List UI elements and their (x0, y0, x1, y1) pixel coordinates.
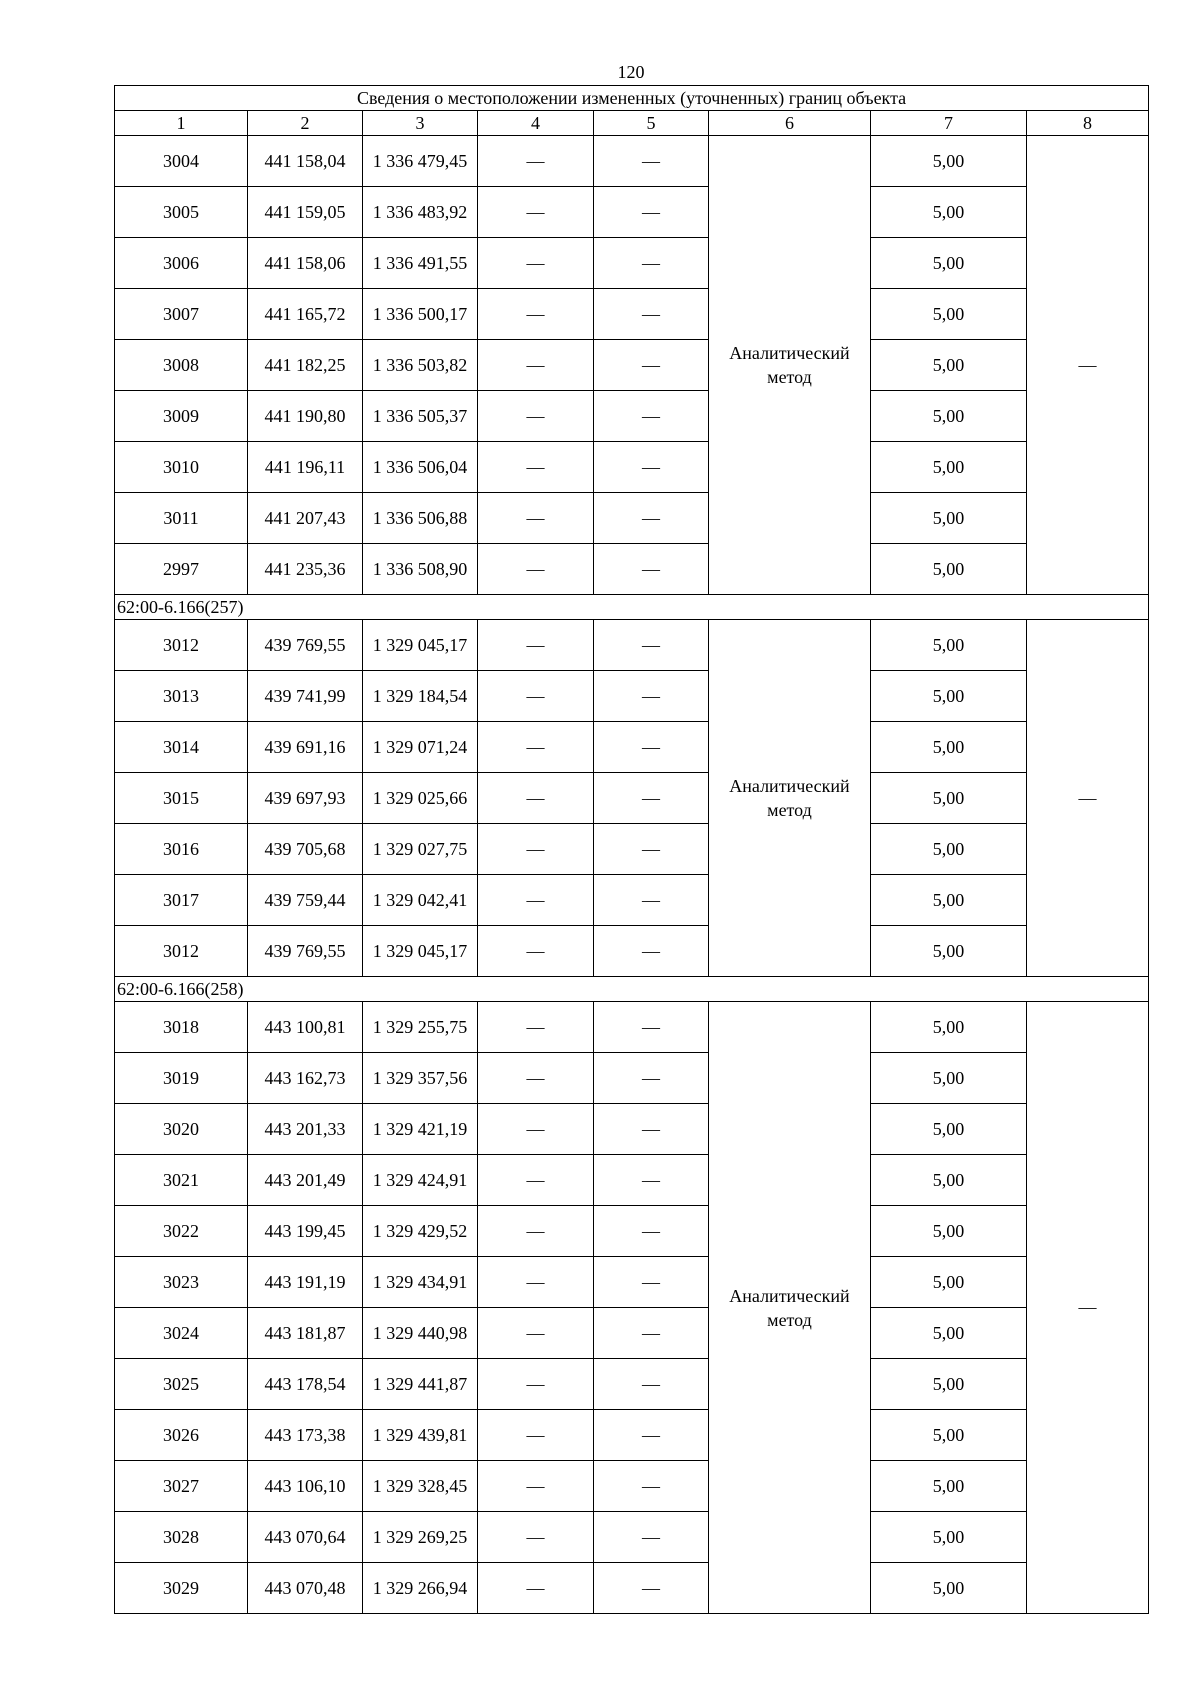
table-row (115, 620, 1149, 671)
coordinate-x: 441 159,05 (248, 187, 363, 238)
column-8-value: — (1027, 1002, 1149, 1614)
coordinate-y: 1 329 269,25 (363, 1512, 478, 1563)
column-number: 8 (1027, 111, 1149, 136)
coordinate-y: 1 336 506,88 (363, 493, 478, 544)
table-row (115, 1359, 1149, 1410)
column-4-value: — (478, 238, 594, 289)
column-5-value: — (594, 1461, 709, 1512)
method-cell (709, 136, 871, 595)
column-5-value: — (594, 1257, 709, 1308)
column-7-value: 5,00 (871, 1206, 1027, 1257)
coordinate-x: 441 182,25 (248, 340, 363, 391)
point-number: 3005 (115, 187, 248, 238)
coordinate-x: 441 165,72 (248, 289, 363, 340)
column-7-value: 5,00 (871, 136, 1027, 187)
table-row (115, 187, 1149, 238)
coordinate-x: 443 201,49 (248, 1155, 363, 1206)
column-5-value: — (594, 340, 709, 391)
point-number: 3025 (115, 1359, 248, 1410)
coordinate-y: 1 336 500,17 (363, 289, 478, 340)
table-row (115, 1155, 1149, 1206)
column-number: 6 (709, 111, 871, 136)
column-5-value: — (594, 1155, 709, 1206)
column-7-value: 5,00 (871, 1512, 1027, 1563)
table-row (115, 493, 1149, 544)
boundary-coordinates-table (114, 85, 1149, 1614)
column-7-value: 5,00 (871, 1002, 1027, 1053)
coordinate-x: 439 691,16 (248, 722, 363, 773)
column-4-value: — (478, 620, 594, 671)
page-number: 120 (617, 62, 645, 82)
point-number: 3006 (115, 238, 248, 289)
table-row (115, 442, 1149, 493)
coordinate-x: 443 100,81 (248, 1002, 363, 1053)
column-number: 2 (248, 111, 363, 136)
coordinate-x: 441 207,43 (248, 493, 363, 544)
point-number: 3010 (115, 442, 248, 493)
coordinate-x: 439 705,68 (248, 824, 363, 875)
coordinate-y: 1 336 508,90 (363, 544, 478, 595)
point-number: 3026 (115, 1410, 248, 1461)
coordinate-y: 1 329 184,54 (363, 671, 478, 722)
coordinate-y: 1 336 491,55 (363, 238, 478, 289)
column-7-value: 5,00 (871, 1410, 1027, 1461)
coordinate-y: 1 329 429,52 (363, 1206, 478, 1257)
coordinate-y: 1 329 328,45 (363, 1461, 478, 1512)
table-row (115, 1410, 1149, 1461)
coordinate-x: 443 162,73 (248, 1053, 363, 1104)
table-row (115, 1563, 1149, 1614)
table-body (115, 86, 1149, 1614)
coordinate-y: 1 329 440,98 (363, 1308, 478, 1359)
column-7-value: 5,00 (871, 875, 1027, 926)
table-title-row (115, 86, 1149, 111)
column-4-value: — (478, 671, 594, 722)
column-5-value: — (594, 773, 709, 824)
column-7-value: 5,00 (871, 620, 1027, 671)
table-row (115, 722, 1149, 773)
column-4-value: — (478, 1155, 594, 1206)
coordinate-y: 1 336 505,37 (363, 391, 478, 442)
column-4-value: — (478, 1206, 594, 1257)
column-4-value: — (478, 1308, 594, 1359)
column-5-value: — (594, 1512, 709, 1563)
table-row (115, 238, 1149, 289)
coordinate-y: 1 336 506,04 (363, 442, 478, 493)
column-5-value: — (594, 671, 709, 722)
column-4-value: — (478, 1104, 594, 1155)
coordinate-x: 439 769,55 (248, 926, 363, 977)
coordinate-x: 439 769,55 (248, 620, 363, 671)
point-number: 3028 (115, 1512, 248, 1563)
column-number: 1 (115, 111, 248, 136)
column-4-value: — (478, 1461, 594, 1512)
column-4-value: — (478, 442, 594, 493)
point-number: 3021 (115, 1155, 248, 1206)
coordinate-x: 441 158,06 (248, 238, 363, 289)
column-5-value: — (594, 722, 709, 773)
column-4-value: — (478, 1002, 594, 1053)
point-number: 3008 (115, 340, 248, 391)
point-number: 3012 (115, 620, 248, 671)
column-5-value: — (594, 1104, 709, 1155)
table-row (115, 1206, 1149, 1257)
coordinate-x: 439 759,44 (248, 875, 363, 926)
coordinate-y: 1 329 042,41 (363, 875, 478, 926)
point-number: 3018 (115, 1002, 248, 1053)
table-row (115, 544, 1149, 595)
coordinate-x: 443 070,48 (248, 1563, 363, 1614)
column-5-value: — (594, 493, 709, 544)
column-7-value: 5,00 (871, 773, 1027, 824)
table-title: Сведения о местоположении измененных (уточненных) границ объекта (115, 86, 1149, 111)
column-4-value: — (478, 1410, 594, 1461)
section-label: 62:00-6.166(258) (115, 977, 1149, 1002)
column-7-value: 5,00 (871, 1155, 1027, 1206)
column-5-value: — (594, 1053, 709, 1104)
table-row (115, 1461, 1149, 1512)
coordinate-y: 1 329 045,17 (363, 926, 478, 977)
coordinate-x: 443 070,64 (248, 1512, 363, 1563)
boundary-table-container (114, 85, 1149, 1614)
coordinate-x: 443 178,54 (248, 1359, 363, 1410)
point-number: 3014 (115, 722, 248, 773)
coordinate-x: 439 741,99 (248, 671, 363, 722)
table-row (115, 1257, 1149, 1308)
column-4-value: — (478, 824, 594, 875)
table-row (115, 136, 1149, 187)
column-7-value: 5,00 (871, 1257, 1027, 1308)
column-7-value: 5,00 (871, 442, 1027, 493)
table-row (115, 926, 1149, 977)
column-4-value: — (478, 391, 594, 442)
column-5-value: — (594, 1563, 709, 1614)
column-5-value: — (594, 1206, 709, 1257)
table-row (115, 1308, 1149, 1359)
point-number: 3012 (115, 926, 248, 977)
coordinate-x: 441 196,11 (248, 442, 363, 493)
table-row (115, 875, 1149, 926)
column-7-value: 5,00 (871, 1308, 1027, 1359)
column-7-value: 5,00 (871, 926, 1027, 977)
column-4-value: — (478, 1257, 594, 1308)
coordinate-x: 443 173,38 (248, 1410, 363, 1461)
point-number: 3022 (115, 1206, 248, 1257)
point-number: 3016 (115, 824, 248, 875)
coordinate-y: 1 336 479,45 (363, 136, 478, 187)
column-8-value: — (1027, 620, 1149, 977)
point-number: 2997 (115, 544, 248, 595)
column-numbers-row (115, 111, 1149, 136)
coordinate-y: 1 329 434,91 (363, 1257, 478, 1308)
column-5-value: — (594, 391, 709, 442)
section-label: 62:00-6.166(257) (115, 595, 1149, 620)
coordinate-y: 1 336 483,92 (363, 187, 478, 238)
column-5-value: — (594, 238, 709, 289)
column-7-value: 5,00 (871, 824, 1027, 875)
column-4-value: — (478, 1563, 594, 1614)
column-number: 7 (871, 111, 1027, 136)
method-line-1: Аналитический (729, 343, 850, 363)
column-5-value: — (594, 1308, 709, 1359)
coordinate-y: 1 329 439,81 (363, 1410, 478, 1461)
table-row (115, 1002, 1149, 1053)
column-7-value: 5,00 (871, 1563, 1027, 1614)
point-number: 3023 (115, 1257, 248, 1308)
method-cell (709, 620, 871, 977)
section-header-row (115, 977, 1149, 1002)
coordinate-x: 443 199,45 (248, 1206, 363, 1257)
point-number: 3017 (115, 875, 248, 926)
coordinate-y: 1 329 266,94 (363, 1563, 478, 1614)
column-5-value: — (594, 1410, 709, 1461)
coordinate-y: 1 329 255,75 (363, 1002, 478, 1053)
table-row (115, 391, 1149, 442)
column-4-value: — (478, 340, 594, 391)
coordinate-x: 443 181,87 (248, 1308, 363, 1359)
column-5-value: — (594, 289, 709, 340)
column-7-value: 5,00 (871, 544, 1027, 595)
column-8-value: — (1027, 136, 1149, 595)
column-7-value: 5,00 (871, 289, 1027, 340)
method-line-2: метод (767, 367, 812, 387)
column-7-value: 5,00 (871, 1053, 1027, 1104)
point-number: 3020 (115, 1104, 248, 1155)
point-number: 3024 (115, 1308, 248, 1359)
coordinate-y: 1 329 421,19 (363, 1104, 478, 1155)
column-number: 3 (363, 111, 478, 136)
column-5-value: — (594, 544, 709, 595)
column-4-value: — (478, 773, 594, 824)
coordinate-x: 441 158,04 (248, 136, 363, 187)
coordinate-y: 1 329 071,24 (363, 722, 478, 773)
table-row (115, 340, 1149, 391)
column-4-value: — (478, 493, 594, 544)
column-number: 4 (478, 111, 594, 136)
coordinate-y: 1 329 025,66 (363, 773, 478, 824)
column-5-value: — (594, 824, 709, 875)
method-line-2: метод (767, 800, 812, 820)
column-4-value: — (478, 289, 594, 340)
section-header-row (115, 595, 1149, 620)
coordinate-x: 439 697,93 (248, 773, 363, 824)
column-5-value: — (594, 926, 709, 977)
coordinate-x: 441 190,80 (248, 391, 363, 442)
coordinate-y: 1 329 424,91 (363, 1155, 478, 1206)
table-row (115, 1053, 1149, 1104)
coordinate-x: 443 106,10 (248, 1461, 363, 1512)
table-row (115, 1104, 1149, 1155)
coordinate-y: 1 329 045,17 (363, 620, 478, 671)
column-7-value: 5,00 (871, 238, 1027, 289)
column-4-value: — (478, 1512, 594, 1563)
coordinate-x: 441 235,36 (248, 544, 363, 595)
point-number: 3007 (115, 289, 248, 340)
point-number: 3011 (115, 493, 248, 544)
column-4-value: — (478, 722, 594, 773)
table-row (115, 824, 1149, 875)
column-7-value: 5,00 (871, 187, 1027, 238)
coordinate-y: 1 329 357,56 (363, 1053, 478, 1104)
column-7-value: 5,00 (871, 671, 1027, 722)
point-number: 3027 (115, 1461, 248, 1512)
column-7-value: 5,00 (871, 1359, 1027, 1410)
column-4-value: — (478, 926, 594, 977)
column-4-value: — (478, 544, 594, 595)
point-number: 3015 (115, 773, 248, 824)
table-row (115, 1512, 1149, 1563)
point-number: 3004 (115, 136, 248, 187)
coordinate-y: 1 329 027,75 (363, 824, 478, 875)
column-5-value: — (594, 875, 709, 926)
table-row (115, 773, 1149, 824)
table-row (115, 671, 1149, 722)
coordinate-y: 1 336 503,82 (363, 340, 478, 391)
table-row (115, 289, 1149, 340)
point-number: 3009 (115, 391, 248, 442)
column-7-value: 5,00 (871, 722, 1027, 773)
column-5-value: — (594, 1359, 709, 1410)
column-5-value: — (594, 136, 709, 187)
method-line-1: Аналитический (729, 776, 850, 796)
method-line-2: метод (767, 1309, 812, 1330)
column-5-value: — (594, 620, 709, 671)
column-4-value: — (478, 875, 594, 926)
point-number: 3013 (115, 671, 248, 722)
coordinate-x: 443 201,33 (248, 1104, 363, 1155)
column-4-value: — (478, 1053, 594, 1104)
column-number: 5 (594, 111, 709, 136)
column-4-value: — (478, 1359, 594, 1410)
coordinate-x: 443 191,19 (248, 1257, 363, 1308)
column-5-value: — (594, 1002, 709, 1053)
method-cell (709, 1002, 871, 1614)
column-4-value: — (478, 136, 594, 187)
method-line-1: Аналитический (729, 1285, 850, 1306)
column-7-value: 5,00 (871, 391, 1027, 442)
point-number: 3029 (115, 1563, 248, 1614)
column-7-value: 5,00 (871, 493, 1027, 544)
column-7-value: 5,00 (871, 1104, 1027, 1155)
column-5-value: — (594, 187, 709, 238)
column-7-value: 5,00 (871, 340, 1027, 391)
column-5-value: — (594, 442, 709, 493)
column-7-value: 5,00 (871, 1461, 1027, 1512)
column-4-value: — (478, 187, 594, 238)
point-number: 3019 (115, 1053, 248, 1104)
coordinate-y: 1 329 441,87 (363, 1359, 478, 1410)
